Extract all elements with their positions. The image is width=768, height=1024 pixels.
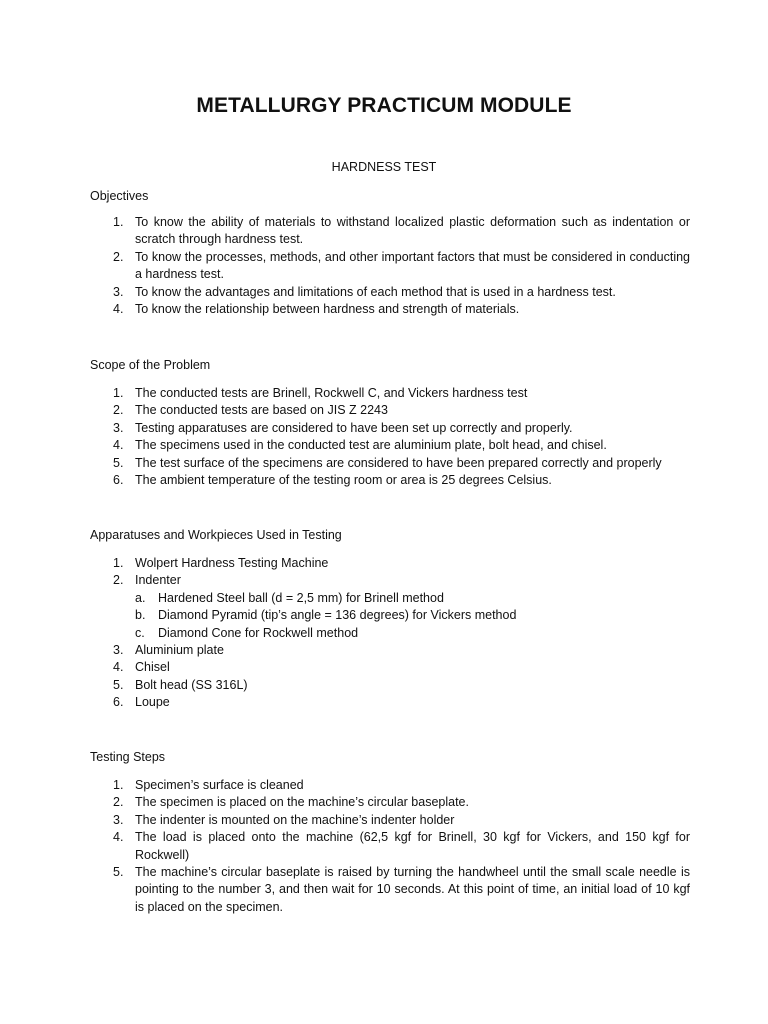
list-number: 5. — [113, 865, 124, 880]
list-item — [90, 301, 690, 318]
list-item — [90, 214, 690, 249]
list-item — [90, 659, 690, 676]
list-text: Specimen’s surface is cleaned — [135, 778, 304, 792]
list-text: Aluminium plate — [135, 643, 224, 658]
list-number: 2. — [113, 403, 124, 418]
list-item — [90, 385, 690, 402]
list-text: The specimen is placed on the machine’s circular baseplate. — [135, 795, 469, 810]
list-item — [90, 794, 690, 811]
list-text: Chisel — [135, 660, 170, 675]
list-item — [90, 437, 690, 454]
list-item — [90, 402, 690, 419]
list-item — [90, 472, 690, 489]
steps-heading: Testing Steps — [90, 750, 166, 764]
list-number: 2. — [113, 249, 124, 264]
sublist-letter: b. — [135, 608, 146, 623]
list-number: 1. — [113, 556, 124, 570]
list-item — [90, 864, 690, 916]
list-text: To know the relationship between hardness and strength of materials. — [135, 302, 520, 317]
scope-heading: Scope of the Problem — [90, 358, 211, 372]
document-subtitle: HARDNESS TEST — [331, 160, 437, 174]
list-text: Bolt head (SS 316L) — [135, 677, 248, 692]
sublist-text: Diamond Cone for Rockwell method — [158, 625, 359, 640]
list-text: The machine’s circular baseplate is raised by turning the handwheel until the small scale needle is pointing to the number 3, and then wait for 10 seconds. At this point of time, an initial load of 10 kgf is placed on the specimen. — [135, 865, 690, 914]
list-item — [90, 249, 690, 284]
list-number: 3. — [113, 643, 124, 658]
list-item — [90, 284, 690, 301]
sublist-text: Hardened Steel ball (d = 2,5 mm) for Brinell method — [158, 590, 444, 605]
list-item — [90, 812, 690, 829]
list-number: 5. — [113, 455, 124, 470]
document-title: METALLURGY PRACTICUM MODULE — [196, 94, 572, 117]
list-text: Loupe — [135, 695, 170, 710]
list-number: 1. — [113, 386, 124, 400]
apparatus-heading: Apparatuses and Workpieces Used in Testing — [90, 528, 342, 542]
list-number: 1. — [113, 778, 124, 792]
list-text: The conducted tests are Brinell, Rockwell C, and Vickers hardness test — [135, 386, 528, 400]
list-item — [90, 455, 690, 472]
list-item — [90, 420, 690, 437]
list-text: To know the processes, methods, and other important factors that must be considered in conducting a hardness test. — [135, 249, 690, 282]
list-text: To know the advantages and limitations of each method that is used in a hardness test. — [135, 284, 616, 299]
scope-list — [90, 385, 690, 489]
sublist-letter: c. — [135, 625, 145, 640]
list-text: The ambient temperature of the testing room or area is 25 degrees Celsius. — [135, 473, 552, 488]
sublist-item — [135, 607, 690, 624]
sublist-item — [135, 625, 690, 642]
list-text: The load is placed onto the machine (62,5 kgf for Brinell, 30 kgf for Vickers, and 150 kgf for Rockwell) — [135, 830, 690, 862]
sublist-item — [135, 590, 690, 607]
list-text: The specimens used in the conducted test are aluminium plate, bolt head, and chisel. — [135, 438, 607, 453]
list-text: The indenter is mounted on the machine’s indenter holder — [135, 812, 455, 827]
sublist-text: Diamond Pyramid (tip’s angle = 136 degrees) for Vickers method — [158, 608, 517, 623]
list-number: 4. — [113, 660, 124, 675]
apparatus-list — [90, 555, 690, 712]
list-item — [90, 677, 690, 694]
list-number: 3. — [113, 420, 124, 435]
objectives-list — [90, 214, 690, 318]
list-text: Testing apparatuses are considered to have been set up correctly and properly. — [135, 420, 573, 435]
list-item — [90, 694, 690, 711]
list-text: The conducted tests are based on JIS Z 2243 — [135, 403, 388, 418]
list-item — [90, 777, 690, 794]
list-text: To know the ability of materials to withstand localized plastic deformation such as indentation or scratch through hardness test. — [135, 215, 690, 247]
list-number: 2. — [113, 795, 124, 810]
list-number: 1. — [113, 215, 124, 229]
indenter-sublist — [135, 590, 690, 642]
sublist-letter: a. — [135, 590, 146, 605]
list-number: 4. — [113, 302, 124, 317]
list-text: Indenter — [135, 573, 181, 588]
list-number: 6. — [113, 473, 124, 488]
list-number: 5. — [113, 677, 124, 692]
list-item — [90, 642, 690, 659]
list-item — [90, 555, 690, 572]
list-text: The test surface of the specimens are considered to have been prepared correctly and properly — [135, 455, 662, 470]
list-item — [90, 829, 690, 864]
list-item — [90, 572, 690, 642]
objectives-heading: Objectives — [90, 189, 149, 203]
steps-list — [90, 777, 690, 916]
list-text: Wolpert Hardness Testing Machine — [135, 556, 329, 570]
list-number: 4. — [113, 438, 124, 453]
list-number: 2. — [113, 573, 124, 588]
list-number: 6. — [113, 695, 124, 710]
list-number: 3. — [113, 812, 124, 827]
list-number: 3. — [113, 284, 124, 299]
list-number: 4. — [113, 830, 124, 845]
